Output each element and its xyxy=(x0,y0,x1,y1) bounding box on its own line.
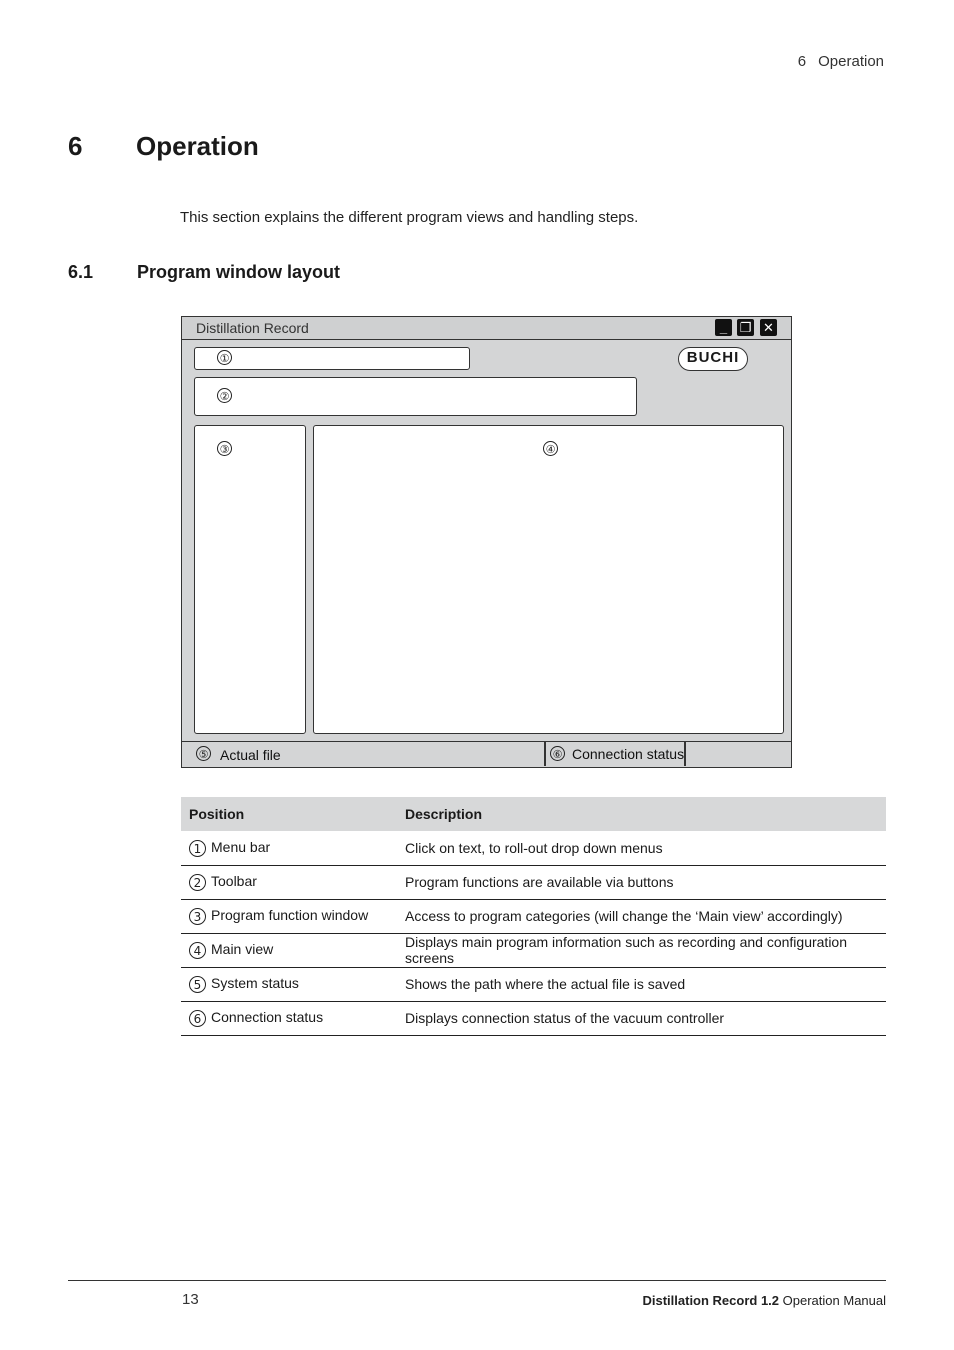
section-title: Program window layout xyxy=(137,262,341,282)
section-number: 6.1 xyxy=(68,262,94,282)
position-name: Toolbar xyxy=(211,873,257,890)
table-row xyxy=(181,933,886,967)
callout-4: ④ xyxy=(543,441,558,456)
window-title: Distillation Record xyxy=(196,320,309,336)
main-view-placeholder xyxy=(313,425,784,734)
footer-doc-title xyxy=(642,1293,886,1308)
position-description: Shows the path where the actual file is saved xyxy=(397,967,886,1001)
minimize-icon: _ xyxy=(715,319,732,336)
window-titlebar xyxy=(182,317,791,340)
table-row xyxy=(181,1001,886,1035)
callout-2: ② xyxy=(217,388,232,403)
menu-bar-placeholder xyxy=(194,347,470,370)
position-name: Menu bar xyxy=(211,838,271,855)
table-row xyxy=(181,865,886,899)
close-icon: ✕ xyxy=(760,319,777,336)
running-header-title: Operation xyxy=(818,53,884,70)
column-header-description: Description xyxy=(397,797,886,831)
intro-paragraph: This section explains the different program views and handling steps. xyxy=(180,209,639,226)
callout-6: ⑥ xyxy=(550,746,565,761)
position-marker: 4 xyxy=(189,942,206,959)
footer-rule xyxy=(68,1280,886,1281)
table-row xyxy=(181,967,886,1001)
position-description-table xyxy=(181,797,886,1036)
callout-1: ① xyxy=(217,350,232,365)
position-description: Program functions are available via buttons xyxy=(397,865,886,899)
position-marker: 2 xyxy=(189,874,206,891)
buchi-logo: BUCHI xyxy=(678,347,748,371)
program-window-illustration xyxy=(181,316,792,768)
restore-icon: ❐ xyxy=(737,319,754,336)
position-description: Click on text, to roll-out drop down menus xyxy=(397,831,886,865)
footer-doc-title-bold: Distillation Record 1.2 xyxy=(642,1293,780,1308)
position-name: Program function window xyxy=(211,907,369,924)
callout-5: ⑤ xyxy=(196,746,211,761)
position-description: Displays connection status of the vacuum controller xyxy=(397,1001,886,1035)
toolbar-placeholder xyxy=(194,377,637,416)
position-marker: 3 xyxy=(189,908,206,925)
status-connection: Connection status xyxy=(572,746,685,762)
status-actual-file: Actual file xyxy=(220,747,281,763)
column-header-position: Position xyxy=(181,797,397,831)
position-description: Displays main program information such as recording and configuration screens xyxy=(397,933,886,967)
status-divider-2 xyxy=(684,742,686,766)
callout-3: ③ xyxy=(217,441,232,456)
position-name: Main view xyxy=(211,941,274,958)
running-header xyxy=(798,53,884,70)
footer-doc-title-rest: Operation Manual xyxy=(782,1293,886,1308)
status-divider xyxy=(544,742,546,766)
chapter-title: Operation xyxy=(136,131,259,161)
position-description: Access to program categories (will change the ‘Main view’ accordingly) xyxy=(397,899,886,933)
chapter-number: 6 xyxy=(68,131,83,161)
table-header-row xyxy=(181,797,886,831)
window-status-bar xyxy=(182,741,791,767)
program-function-placeholder xyxy=(194,425,306,734)
position-name: System status xyxy=(211,975,299,992)
position-marker: 1 xyxy=(189,840,206,857)
running-header-number: 6 xyxy=(797,53,807,70)
table-row xyxy=(181,899,886,933)
position-marker: 6 xyxy=(189,1010,206,1027)
position-name: Connection status xyxy=(211,1009,324,1026)
position-marker: 5 xyxy=(189,976,206,993)
page-number: 13 xyxy=(182,1291,199,1308)
table-row xyxy=(181,831,886,865)
